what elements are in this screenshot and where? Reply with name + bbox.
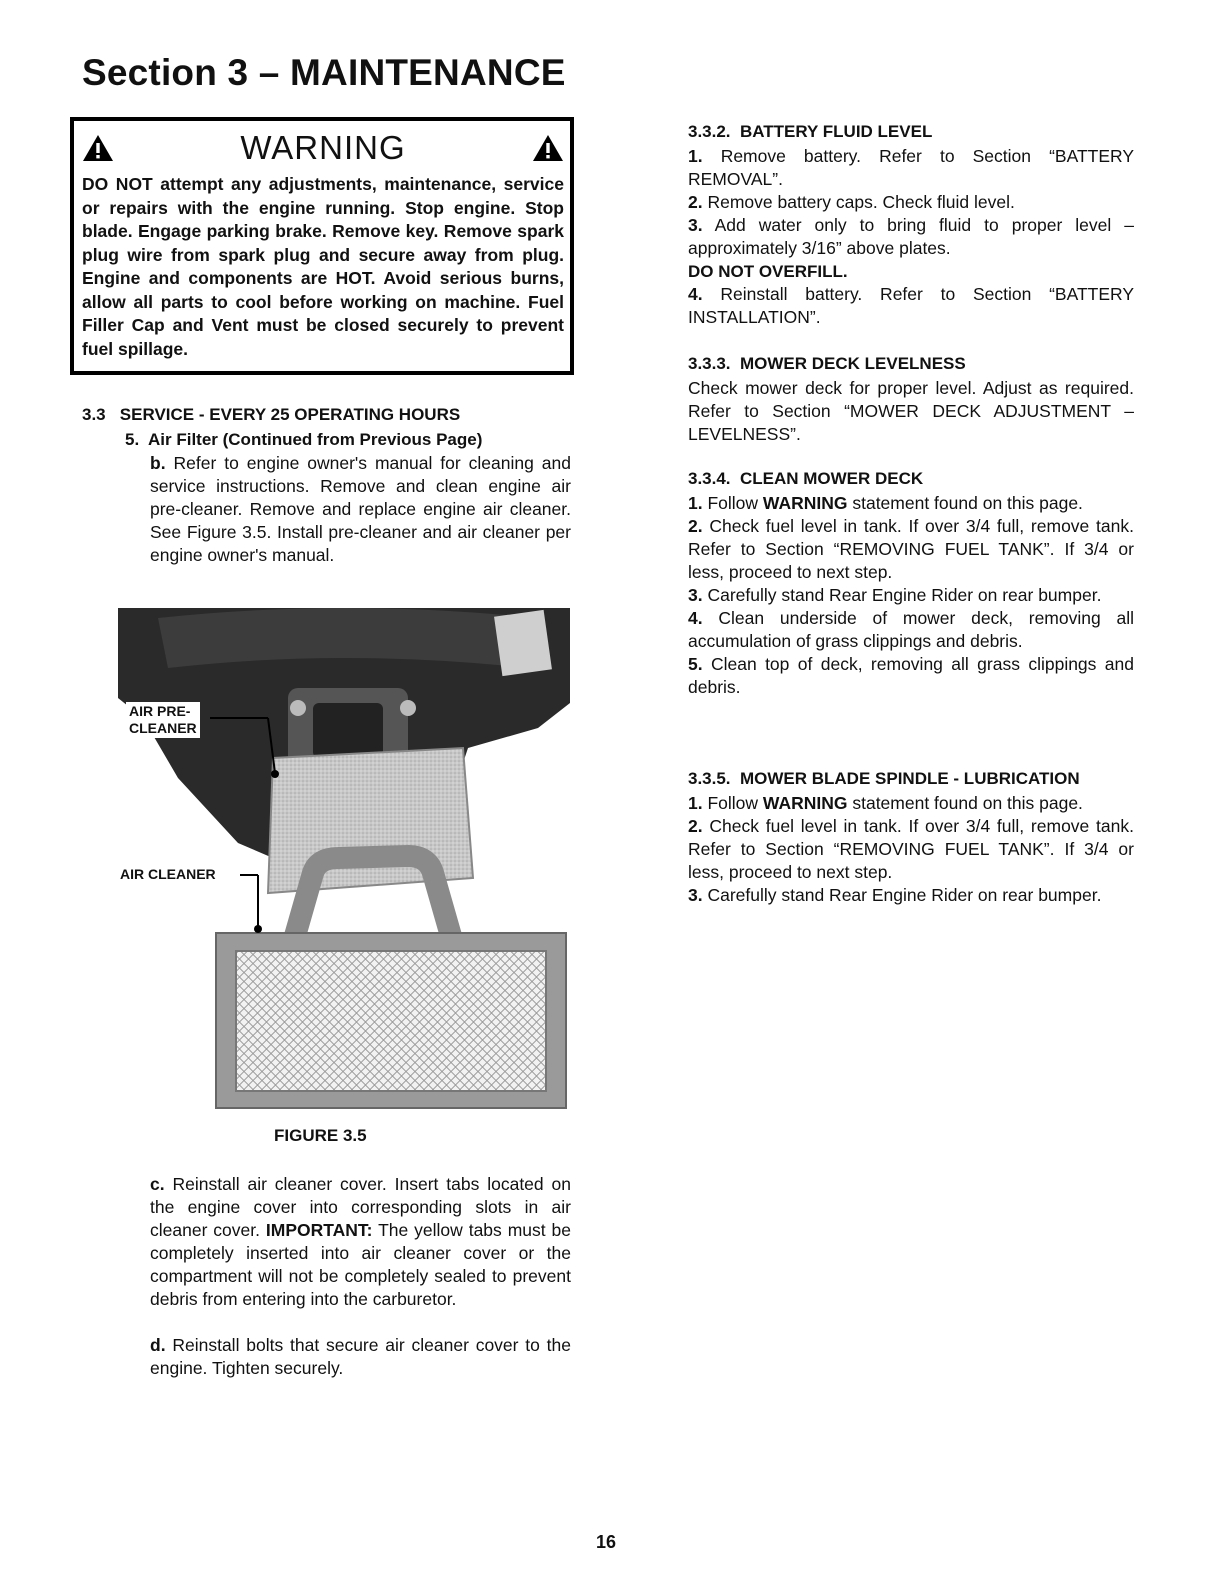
clean-deck-heading: 3.3.4. CLEAN MOWER DECK	[688, 469, 924, 488]
air-cleaner-label: AIR CLEANER	[120, 866, 216, 882]
warning-title: WARNING	[240, 129, 406, 166]
list-item: 4. Clean underside of mower deck, removing all accumulation of grass clippings and debris.	[688, 608, 1134, 651]
page-number: 16	[596, 1532, 617, 1552]
clean-deck-section	[688, 492, 1134, 699]
battery-heading: 3.3.2. BATTERY FLUID LEVEL	[688, 122, 933, 141]
list-item: 4. Reinstall battery. Refer to Section “BATTERY INSTALLATION”.	[688, 284, 1134, 327]
list-item: 2. Remove battery caps. Check fluid level.	[688, 192, 1015, 212]
step-c-paragraph: c. Reinstall air cleaner cover. Insert tabs located on the engine cover into corresponding slots in air cleaner cover. IMPORTANT: The yellow tabs must be completely inserted into air cleaner cover or the compartment will not be completely sealed to prevent debris from entering into the carburetor.	[150, 1174, 571, 1309]
list-item: 3. Add water only to bring fluid to proper level – approximately 3/16” above plates.	[688, 215, 1134, 258]
list-item: 3. Carefully stand Rear Engine Rider on rear bumper.	[688, 885, 1102, 905]
page-title: Section 3 – MAINTENANCE	[82, 52, 566, 93]
service-subheading: 5. Air Filter (Continued from Previous Page)	[125, 430, 483, 449]
list-item: 2. Check fuel level in tank. If over 3/4 full, remove tank. Refer to Section “REMOVING FUEL TANK”. If 3/4 or less, proceed to next step.	[688, 516, 1134, 582]
warning-header	[82, 125, 564, 171]
list-item: 3. Carefully stand Rear Engine Rider on rear bumper.	[688, 585, 1102, 605]
list-item: 1. Remove battery. Refer to Section “BATTERY REMOVAL”.	[688, 146, 1134, 189]
list-item: 5. Clean top of deck, removing all grass clippings and debris.	[688, 654, 1134, 697]
list-item: 1. Follow WARNING statement found on this page.	[688, 793, 1083, 813]
overfill-warning: DO NOT OVERFILL.	[688, 262, 848, 281]
warning-box	[70, 117, 574, 375]
figure-caption: FIGURE 3.5	[274, 1126, 367, 1145]
levelness-text: Check mower deck for proper level. Adjust as required. Refer to Section “MOWER DECK ADJUSTMENT – LEVELNESS”.	[688, 378, 1134, 444]
warning-text: DO NOT attempt any adjustments, maintenance, service or repairs with the engine running. Stop engine. Stop blade. Engage parking brake. Remove key. Remove spark plug wire from spark plug and secure away from plug. Engine and components are HOT. Avoid serious burns, allow all parts to cool before working on machine. Fuel Filler Cap and Vent must be closed securely to prevent fuel spillage.	[82, 174, 564, 359]
spindle-section	[688, 792, 1134, 907]
step-b-paragraph: b. Refer to engine owner's manual for cleaning and service instructions. Remove and clean engine air pre-cleaner. Remove and replace engine air cleaner. See Figure 3.5. Install pre-cleaner and air cleaner per engine owner's manual.	[150, 453, 571, 565]
warning-triangle-icon	[82, 133, 114, 163]
spindle-heading: 3.3.5. MOWER BLADE SPINDLE - LUBRICATION	[688, 769, 1080, 788]
list-item: 1. Follow WARNING statement found on this page.	[688, 493, 1083, 513]
air-filter-photo	[118, 608, 570, 1113]
warning-triangle-icon	[532, 133, 564, 163]
service-heading: 3.3 SERVICE - EVERY 25 OPERATING HOURS	[82, 405, 461, 424]
battery-section	[688, 145, 1134, 329]
step-d-paragraph: d. Reinstall bolts that secure air cleaner cover to the engine. Tighten securely.	[150, 1335, 571, 1378]
levelness-heading: 3.3.3. MOWER DECK LEVELNESS	[688, 354, 966, 373]
list-item: 2. Check fuel level in tank. If over 3/4 full, remove tank. Refer to Section “REMOVING FUEL TANK”. If 3/4 or less, proceed to next step.	[688, 816, 1134, 882]
pre-cleaner-label: AIR PRE- CLEANER	[126, 702, 200, 738]
